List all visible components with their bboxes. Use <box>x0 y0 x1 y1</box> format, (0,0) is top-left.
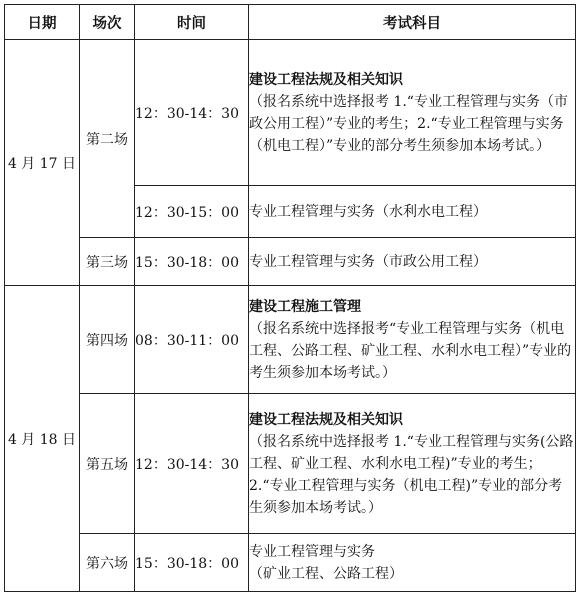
subject-title: 建设工程法规及相关知识 <box>249 71 403 88</box>
table-row <box>5 286 576 394</box>
subject-description: （报名系统中选择报考“专业工程管理与实务（机电工程、公路工程、矿业工程、水利水电工程）”专业的考生须参加本场考试。） <box>249 320 572 381</box>
header-date: 日期 <box>5 5 80 40</box>
subject-title: 建设工程法规及相关知识 <box>249 411 403 428</box>
session-cell: 第四场 <box>80 286 135 394</box>
subject-cell <box>249 186 576 238</box>
table-row <box>5 534 576 592</box>
subject-description: 专业工程管理与实务（水利水电工程） <box>249 203 487 220</box>
session-cell: 第二场 <box>80 40 135 238</box>
session-cell: 第五场 <box>80 394 135 534</box>
session-cell: 第六场 <box>80 534 135 592</box>
session-cell: 第三场 <box>80 238 135 286</box>
subject-title: 建设工程施工管理 <box>249 298 361 315</box>
table-row <box>5 40 576 186</box>
date-cell: 4 月 17 日 <box>5 40 80 286</box>
exam-schedule-table <box>4 4 576 592</box>
subject-description: （报名系统中选择报考 1.“专业工程管理与实务（市政公用工程）”专业的考生；2.“专业工程管理与实务（机电工程）”专业的部分考生须参加本场考试。） <box>249 93 568 154</box>
date-cell: 4 月 18 日 <box>5 286 80 592</box>
subject-cell <box>249 238 576 286</box>
subject-description: （矿业工程、公路工程） <box>249 565 403 582</box>
subject-cell <box>249 40 576 186</box>
subject-cell <box>249 286 576 394</box>
header-subject: 考试科目 <box>249 5 576 40</box>
header-session: 场次 <box>80 5 135 40</box>
subject-description: （报名系统中选择报考 1.“专业工程管理与实务(公路工程、矿业工程、水利水电工程)”专业的考生；2.“专业工程管理与实务（机电工程)”专业的部分考生须参加本场考试。） <box>249 433 574 516</box>
time-cell: 12：30-14：30 <box>135 394 249 534</box>
header-row <box>5 5 576 40</box>
table-row <box>5 394 576 534</box>
time-cell: 08：30-11：00 <box>135 286 249 394</box>
subject-description: 专业工程管理与实务（市政公用工程） <box>249 253 487 270</box>
time-cell: 15：30-18：00 <box>135 238 249 286</box>
subject-cell <box>249 534 576 592</box>
time-cell: 15：30-18：00 <box>135 534 249 592</box>
time-cell: 12：30-14：30 <box>135 40 249 186</box>
time-cell: 12：30-15：00 <box>135 186 249 238</box>
table-row <box>5 238 576 286</box>
header-time: 时间 <box>135 5 249 40</box>
subject-cell <box>249 394 576 534</box>
subject-title: 专业工程管理与实务 <box>249 543 375 560</box>
